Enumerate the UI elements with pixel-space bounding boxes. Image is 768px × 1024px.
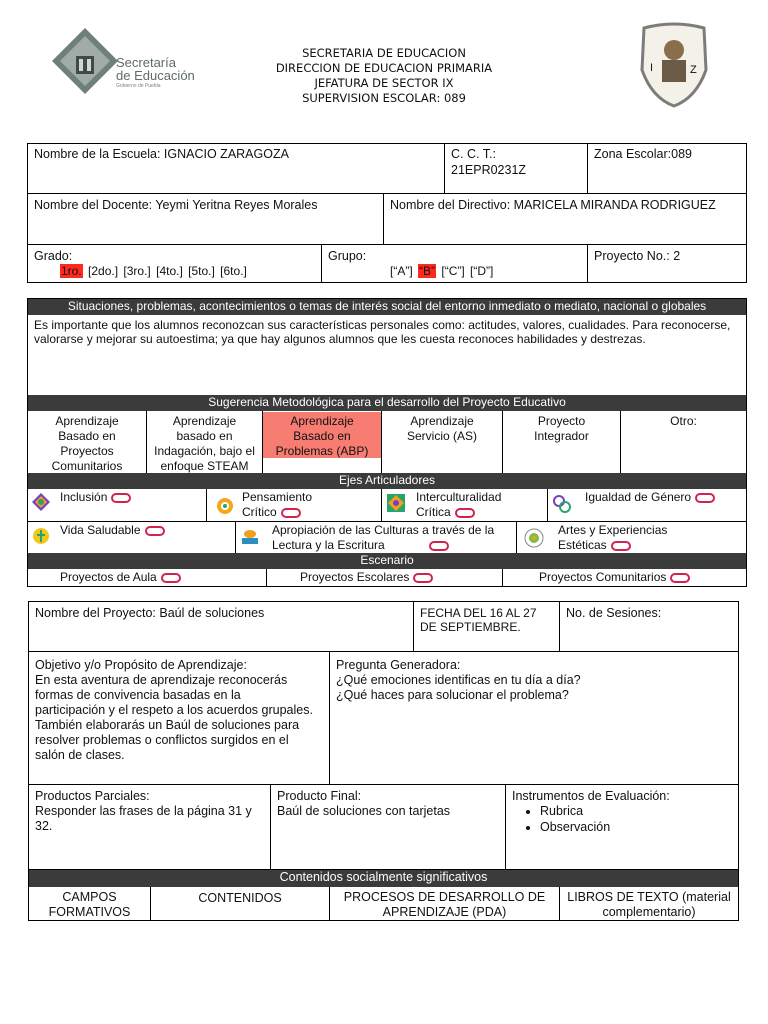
metodologia-option-6[interactable]: Otro:: [670, 414, 697, 428]
interculturalidad-icon: [386, 493, 406, 513]
header-line-1: SECRETARIA DE EDUCACION: [302, 46, 466, 60]
zona-escolar: Zona Escolar:089: [594, 147, 692, 161]
grupo-option-d[interactable]: [“D”]: [470, 264, 494, 278]
instrumentos-list: [506, 803, 738, 835]
escenario-escolares-checkbox[interactable]: [413, 573, 433, 583]
eje-artes[interactable]: Artes y Experiencias Estéticas: [558, 523, 668, 552]
header-pda: PROCESOS DE DESARROLLO DE APRENDIZAJE (PDA): [343, 890, 546, 919]
artes-icon: [524, 528, 544, 548]
school-name: Nombre de la Escuela: IGNACIO ZARAGOZA: [34, 147, 289, 161]
pregunta-1: ¿Qué emociones identificas en tu día a día?: [336, 673, 581, 687]
pensamiento-icon: [216, 497, 234, 515]
instrumentos-label: Instrumentos de Evaluación:: [512, 789, 670, 803]
header-line-4: SUPERVISION ESCOLAR: 089: [302, 91, 466, 105]
instrumento-2: • Observación: [540, 819, 738, 835]
eje-igualdad-label: Igualdad de Género: [585, 490, 692, 504]
header-titles: [234, 46, 534, 106]
escenario-aula[interactable]: [60, 570, 181, 584]
eje-igualdad-checkbox[interactable]: [695, 493, 715, 503]
vida-saludable-icon: [32, 527, 50, 545]
parciales-text: Responder las frases de la página 31 y 32.: [35, 804, 252, 833]
contenidos-title: Contenidos socialmente significativos: [29, 870, 738, 887]
eje-vida-saludable[interactable]: [60, 523, 165, 537]
escenario-comunitarios-checkbox[interactable]: [670, 573, 690, 583]
escenario-aula-label: Proyectos de Aula: [60, 570, 157, 584]
grado-option-1[interactable]: 1ro.: [61, 264, 82, 278]
escenario-escolares[interactable]: [300, 570, 433, 584]
header-libros: LIBROS DE TEXTO (material complementario): [567, 890, 731, 919]
eje-vida-saludable-checkbox[interactable]: [145, 526, 165, 536]
grupo-option-c[interactable]: [“C”]: [441, 264, 465, 278]
escenario-aula-checkbox[interactable]: [161, 573, 181, 583]
proyecto-fecha: FECHA DEL 16 AL 27 DE SEPTIEMBRE.: [420, 606, 537, 634]
escenario-escolares-label: Proyectos Escolares: [300, 570, 410, 584]
situaciones-title: Situaciones, problemas, acontecimientos o temas de interés social del entorno inmediato o mediato, nacional o globales: [28, 299, 746, 315]
eje-interculturalidad[interactable]: Interculturalidad Crítica: [416, 490, 502, 519]
docente-name: Nombre del Docente: Yeymi Yeritna Reyes Morales: [34, 198, 318, 212]
cct-value: 21EPR0231Z: [451, 163, 527, 177]
grado-options: [60, 264, 247, 278]
instrumento-1: • Rubrica: [540, 803, 738, 819]
school-info-table: [27, 143, 747, 283]
grado-option-5[interactable]: [5to.]: [188, 264, 215, 278]
grupo-option-b[interactable]: “B”: [419, 264, 436, 278]
pregunta-label: Pregunta Generadora:: [336, 658, 461, 672]
secretaria-logo: [50, 26, 200, 96]
grado-option-4[interactable]: [4to.]: [156, 264, 183, 278]
eje-lectura-escritura[interactable]: Apropiación de las Culturas a través de la Lectura y la Escritura: [272, 523, 495, 552]
eje-inclusion[interactable]: [60, 490, 131, 504]
proyecto-no: Proyecto No.: 2: [594, 249, 681, 263]
parciales-label: Productos Parciales:: [35, 789, 150, 803]
igualdad-icon: [552, 494, 572, 514]
header-campos: CAMPOS FORMATIVOS: [48, 890, 131, 919]
final-label: Producto Final:: [277, 789, 362, 803]
shield-badge-icon: [636, 22, 712, 108]
escenario-comunitarios-label: Proyectos Comunitarios: [539, 570, 667, 584]
escenario-title: Escenario: [28, 553, 746, 569]
metodologia-option-1[interactable]: Aprendizaje Basado en Proyectos Comunitarios: [51, 414, 123, 473]
lectura-escritura-icon: [240, 529, 260, 545]
eje-artes-checkbox[interactable]: [611, 541, 631, 551]
header-line-3: JEFATURA DE SECTOR IX: [314, 76, 454, 90]
logo-line2: de Educación: [116, 68, 195, 83]
proyecto-sesiones: No. de Sesiones:: [566, 606, 662, 620]
header-contenidos: CONTENIDOS: [198, 891, 282, 905]
metodologia-option-2[interactable]: Aprendizaje basado en Indagación, bajo el enfoque STEAM: [154, 414, 255, 473]
badge-letter-i: I: [650, 62, 654, 74]
cct-label: C. C. T.:: [451, 147, 496, 161]
eje-igualdad[interactable]: [585, 490, 715, 504]
metodologia-option-4[interactable]: Aprendizaje Servicio (AS): [406, 414, 477, 443]
metodologia-title: Sugerencia Metodológica para el desarrollo del Proyecto Educativo: [28, 395, 746, 411]
eje-pensamiento[interactable]: Pensamiento Crítico: [242, 490, 313, 519]
ejes-title: Ejes Articuladores: [28, 473, 746, 489]
proyecto-nombre: Nombre del Proyecto: Baúl de soluciones: [35, 606, 265, 620]
education-logo-icon: [50, 26, 120, 96]
final-text: Baúl de soluciones con tarjetas: [277, 804, 451, 818]
badge-letter-z: Z: [690, 64, 697, 76]
logo-line3: Gobierno de Puebla: [116, 83, 161, 89]
school-badge: [636, 22, 712, 108]
eje-pensamiento-checkbox[interactable]: [281, 508, 301, 518]
planning-table: [27, 298, 747, 587]
eje-lectura-checkbox[interactable]: [429, 541, 449, 551]
eje-inclusion-label: Inclusión: [60, 490, 108, 504]
grado-option-3[interactable]: [3ro.]: [123, 264, 151, 278]
eje-inclusion-checkbox[interactable]: [111, 493, 131, 503]
grado-label: Grado:: [34, 249, 73, 263]
grupo-option-a[interactable]: [“A”]: [390, 264, 413, 278]
pregunta-2: ¿Qué haces para solucionar el problema?: [336, 688, 569, 702]
metodologia-option-5[interactable]: Proyecto Integrador: [534, 414, 589, 443]
eje-vida-saludable-label: Vida Saludable: [60, 523, 141, 537]
eje-interculturalidad-checkbox[interactable]: [455, 508, 475, 518]
situaciones-text: Es importante que los alumnos reconozcan sus características personales como: actitudes, valores, cualidades. Para reconocerse, valorarse y mejorar su autoestima; ya que hay algunos alumnos que les cuesta reconoces habilidades y destrezas.: [34, 318, 731, 346]
project-table: [28, 601, 739, 921]
grado-option-2[interactable]: [2do.]: [88, 264, 119, 278]
grupo-label: Grupo:: [328, 249, 367, 263]
directivo-name: Nombre del Directivo: MARICELA MIRANDA RODRIGUEZ: [390, 198, 716, 212]
grupo-options: [390, 264, 493, 278]
inclusion-icon: [32, 493, 50, 511]
header-line-2: DIRECCION DE EDUCACION PRIMARIA: [275, 61, 493, 75]
logo-line1: Secretaría: [116, 55, 176, 70]
objetivo-label: Objetivo y/o Propósito de Aprendizaje:: [35, 658, 247, 672]
metodologia-option-3[interactable]: Aprendizaje Basado en Problemas (ABP): [263, 412, 381, 458]
escenario-comunitarios[interactable]: [539, 570, 690, 584]
objetivo-text: En esta aventura de aprendizaje reconocerás formas de convivencia basadas en la participación y el respeto a los acuerdos grupales. También elaborarás un Baúl de soluciones para resolver problemas o conflictos surgidos en el salón de clases.: [35, 673, 313, 762]
grado-option-6[interactable]: [6to.]: [220, 264, 247, 278]
